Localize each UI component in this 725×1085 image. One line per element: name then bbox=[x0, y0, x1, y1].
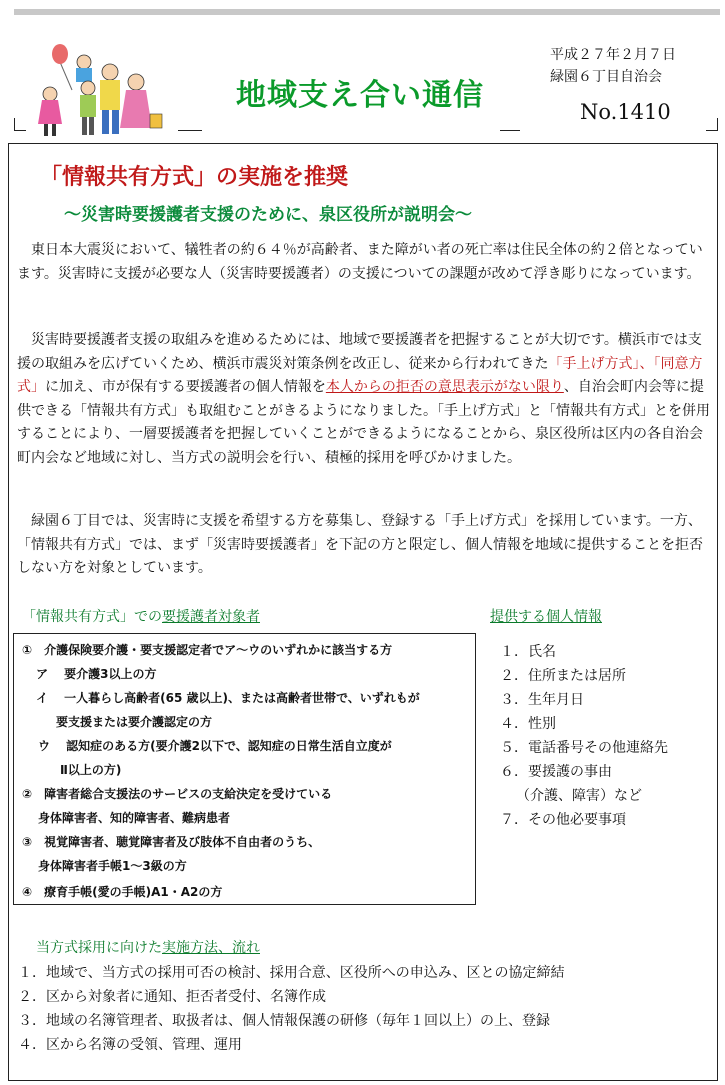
article-subtitle: ～災害時要援護者支援のために、泉区役所が説明会～ bbox=[64, 205, 472, 225]
info-item: １．氏名 bbox=[500, 644, 556, 660]
info-label: 提供する個人情報 bbox=[490, 609, 602, 625]
info-item: ４．性別 bbox=[500, 716, 556, 732]
target-line: Ⅱ以上の方) bbox=[60, 763, 122, 777]
info-item: ７．その他必要事項 bbox=[500, 812, 626, 828]
p2-part-a: 災害時要援護者支援の取組みを進めるためには、地域で要援護者を把握することが大切です。横浜市では支援の取組みを広げていくため、横浜市震災対策条例を改正し、従来から行われてきた bbox=[17, 332, 702, 372]
target-line: ウ 認知症のある方(要介護2以下で、認知症の日常生活自立度が bbox=[38, 739, 392, 753]
info-item: ５．電話番号その他連絡先 bbox=[500, 740, 668, 756]
p2-part-c: に加え、市が保有する要援護者の個人情報を bbox=[45, 379, 326, 395]
flow-label bbox=[36, 937, 260, 957]
target-line: ④ 療育手帳(愛の手帳)A1・A2の方 bbox=[22, 885, 223, 899]
issue-date: 平成２７年２月７日 bbox=[550, 47, 676, 63]
info-item: ３．生年月日 bbox=[500, 692, 584, 708]
paragraph-3: 緑園６丁目では、災害時に支援を希望する方を募集し、登録する「手上げ方式」を採用しています。一方、「情報共有方式」では、まず「災害時要援護者」を下記の方と限定し、個人情報を地域に提供することを拒否しない方を対象としています。 bbox=[17, 513, 703, 576]
info-item: （介護、障害）など bbox=[516, 788, 642, 804]
target-line: ② 障害者総合支援法のサービスの支給決定を受けている bbox=[22, 787, 333, 801]
family-illustration bbox=[20, 40, 170, 140]
target-line: ア 要介護3以上の方 bbox=[36, 667, 157, 681]
paragraph-2 bbox=[17, 329, 711, 470]
targets-label-b: 要援護者対象者 bbox=[162, 609, 260, 625]
p2-part-e: 、自治会町内会等に提供できる「情報共有方式」も取組むことがきるようになりました。「手上げ方式」と「情報共有方式」とを併用することにより、一層要援護者を把握していくことができるようになることから、泉区役所は区内の各自治会町内会など地域に対し、当方式の説明会を行い、積極的採用を呼びかけました。 bbox=[17, 379, 710, 466]
info-item: ２．住所または居所 bbox=[500, 668, 626, 684]
issue-meta bbox=[550, 44, 676, 88]
issue-number: No.1410 bbox=[580, 100, 671, 124]
flow-item: １．地域で、当方式の採用可否の検討、採用合意、区役所への申込み、区との協定締結 bbox=[18, 965, 565, 981]
flow-item: ３．地域の名簿管理者、取扱者は、個人情報保護の研修（毎年１回以上）の上、登録 bbox=[18, 1013, 550, 1029]
flow-label-a: 当方式採用に向けた bbox=[36, 940, 162, 956]
p2-part-b: 「手上げ方式」、「同意方式」 bbox=[17, 355, 703, 395]
target-line: ① 介護保険要介護・要支援認定者でア～ウのいずれかに該当する方 bbox=[22, 643, 393, 657]
masthead-title: 地域支え合い通信 bbox=[236, 78, 484, 113]
targets-label-a: 「情報共有方式」での bbox=[22, 609, 162, 625]
target-line: ③ 視覚障害者、聴覚障害者及び肢体不自由者のうち、 bbox=[22, 835, 321, 849]
info-item: ６．要援護の事由 bbox=[500, 764, 612, 780]
header-rule-mid2 bbox=[500, 130, 520, 131]
flow-item: ４．区から名簿の受領、管理、運用 bbox=[18, 1037, 242, 1053]
target-line: 要支援または要介護認定の方 bbox=[56, 715, 213, 729]
paragraph-1: 東日本大震災において、犠牲者の約６４％が高齢者、また障がい者の死亡率は住民全体の約２倍となっています。災害時に支援が必要な人（災害時要援護者）の支援についての課題が改めて浮き彫りになっています。 bbox=[17, 242, 703, 282]
top-gray-bar bbox=[14, 9, 720, 15]
header-rule-mid1 bbox=[178, 130, 202, 131]
target-line: イ 一人暮らし高齢者(65 歳以上)、または高齢者世帯で、いずれもが bbox=[36, 691, 420, 705]
targets-label bbox=[22, 606, 260, 626]
target-line: 身体障害者、知的障害者、難病患者 bbox=[38, 811, 231, 825]
issuing-org: 緑園６丁目自治会 bbox=[550, 69, 662, 85]
article-title: 「情報共有方式」の実施を推奨 bbox=[40, 165, 349, 190]
p2-part-d: 本人からの拒否の意思表示がない限り bbox=[325, 379, 564, 395]
flow-item: ２．区から対象者に通知、拒否者受付、名簿作成 bbox=[18, 989, 326, 1005]
header-tick-left bbox=[14, 118, 15, 131]
target-line: 身体障害者手帳1～3級の方 bbox=[38, 859, 187, 873]
header-tick-right bbox=[717, 118, 718, 131]
flow-label-b: 実施方法、流れ bbox=[162, 940, 260, 956]
